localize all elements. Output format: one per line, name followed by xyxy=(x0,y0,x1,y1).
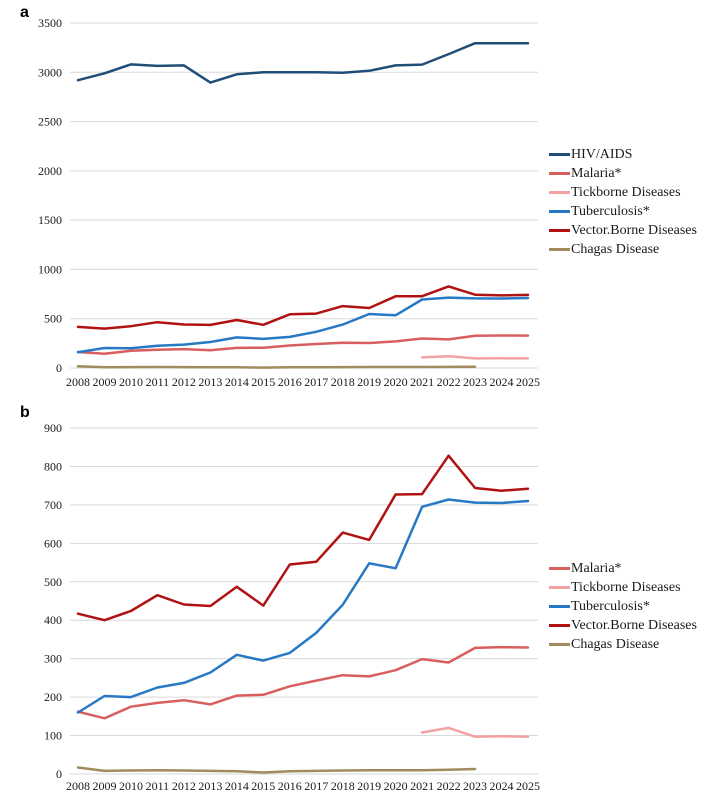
legend-item-chagas-disease xyxy=(549,635,697,654)
series-line-tuberculosis xyxy=(78,500,528,713)
panel-a-chart xyxy=(0,0,560,400)
x-tick-label: 2022 xyxy=(436,375,461,389)
x-tick-label: 2023 xyxy=(463,779,488,793)
series-line-hiv-aids xyxy=(78,43,528,82)
legend-item-hiv-aids xyxy=(549,145,697,164)
x-tick-label: 2009 xyxy=(92,375,117,389)
legend-label: Tickborne Diseases xyxy=(571,184,681,200)
y-tick-label: 2000 xyxy=(38,163,62,178)
legend-item-tuberculosis xyxy=(549,202,697,221)
y-tick-label: 0 xyxy=(56,361,62,375)
y-tick-label: 800 xyxy=(44,459,62,474)
legend-label: Vector.Borne Diseases xyxy=(571,617,697,633)
legend-label: Tickborne Diseases xyxy=(571,579,681,595)
x-tick-label: 2015 xyxy=(251,375,276,389)
series-line-swatch xyxy=(549,172,570,175)
series-line-vector-borne-diseases xyxy=(78,286,528,328)
x-tick-label: 2011 xyxy=(145,375,170,389)
x-tick-label: 2024 xyxy=(489,779,514,793)
y-tick-label: 500 xyxy=(44,311,62,326)
y-tick-label: 900 xyxy=(44,421,62,435)
y-tick-label: 700 xyxy=(44,497,62,512)
y-tick-label: 200 xyxy=(44,690,62,705)
x-tick-label: 2020 xyxy=(383,375,408,389)
x-tick-label: 2012 xyxy=(171,375,196,389)
series-line-malaria xyxy=(78,336,528,354)
legend-item-vector-borne-diseases xyxy=(549,616,697,635)
x-tick-label: 2017 xyxy=(304,375,329,389)
x-tick-label: 2023 xyxy=(463,375,488,389)
panel-b-chart xyxy=(0,400,560,797)
series-line-vector-borne-diseases xyxy=(78,456,528,621)
x-tick-label: 2016 xyxy=(277,375,302,389)
x-tick-label: 2016 xyxy=(277,779,302,793)
x-axis-labels xyxy=(66,779,540,793)
x-tick-label: 2011 xyxy=(145,779,170,793)
x-tick-label: 2008 xyxy=(66,375,90,389)
x-tick-label: 2019 xyxy=(357,375,382,389)
y-tick-label: 3500 xyxy=(38,16,62,30)
series-line-swatch xyxy=(549,643,570,646)
y-tick-label: 3000 xyxy=(38,65,62,80)
y-tick-label: 1000 xyxy=(38,262,62,277)
series-line-swatch xyxy=(549,586,570,589)
legend-item-tuberculosis xyxy=(549,597,697,616)
panel-a-letter: a xyxy=(20,4,29,21)
legend-label: Tuberculosis* xyxy=(571,203,650,219)
x-tick-label: 2015 xyxy=(251,779,276,793)
series-line-chagas-disease xyxy=(78,366,475,367)
x-tick-label: 2021 xyxy=(410,375,435,389)
y-tick-label: 100 xyxy=(44,728,62,743)
x-tick-label: 2010 xyxy=(118,779,143,793)
series-line-chagas-disease xyxy=(78,768,475,773)
x-tick-label: 2017 xyxy=(304,779,329,793)
panel-b xyxy=(0,400,712,797)
legend-item-malaria xyxy=(549,164,697,183)
legend-label: HIV/AIDS xyxy=(571,146,633,162)
x-tick-label: 2021 xyxy=(410,779,435,793)
y-tick-label: 600 xyxy=(44,536,62,551)
x-tick-label: 2019 xyxy=(357,779,382,793)
legend-item-vector-borne-diseases xyxy=(549,221,697,240)
x-tick-label: 2009 xyxy=(92,779,117,793)
series-line-swatch xyxy=(549,624,570,627)
x-tick-label: 2014 xyxy=(224,375,249,389)
series-line-swatch xyxy=(549,605,570,608)
y-tick-label: 500 xyxy=(44,574,62,589)
legend-label: Malaria* xyxy=(571,560,622,576)
panel-b-legend xyxy=(549,559,697,654)
legend-item-tickborne-diseases xyxy=(549,578,697,597)
x-tick-label: 2018 xyxy=(330,375,355,389)
y-tick-label: 2500 xyxy=(38,114,62,129)
series-line-swatch xyxy=(549,567,570,570)
legend-item-chagas-disease xyxy=(549,240,697,259)
x-tick-label: 2008 xyxy=(66,779,90,793)
x-tick-label: 2013 xyxy=(198,779,223,793)
series-line-malaria xyxy=(78,647,528,718)
x-axis-labels xyxy=(66,375,540,389)
legend-item-malaria xyxy=(549,559,697,578)
legend-label: Malaria* xyxy=(571,165,622,181)
series-line-swatch xyxy=(549,191,570,194)
gridlines xyxy=(70,23,538,368)
x-tick-label: 2025 xyxy=(516,375,540,389)
legend-label: Vector.Borne Diseases xyxy=(571,222,697,238)
x-tick-label: 2018 xyxy=(330,779,355,793)
x-tick-label: 2014 xyxy=(224,779,249,793)
x-tick-label: 2013 xyxy=(198,375,223,389)
series-line-swatch xyxy=(549,210,570,213)
series-line-tickborne-diseases xyxy=(422,356,528,358)
x-tick-label: 2025 xyxy=(516,779,540,793)
panel-a-legend xyxy=(549,145,697,259)
series-line-swatch xyxy=(549,229,570,232)
legend-label: Chagas Disease xyxy=(571,636,660,652)
series-line-swatch xyxy=(549,153,570,156)
x-tick-label: 2010 xyxy=(118,375,143,389)
panel-b-letter: b xyxy=(20,404,30,421)
y-tick-label: 400 xyxy=(44,613,62,628)
x-tick-label: 2022 xyxy=(436,779,461,793)
y-tick-label: 1500 xyxy=(38,213,62,228)
x-tick-label: 2012 xyxy=(171,779,196,793)
legend-label: Tuberculosis* xyxy=(571,598,650,614)
y-tick-label: 0 xyxy=(56,767,62,781)
x-tick-label: 2020 xyxy=(383,779,408,793)
legend-item-tickborne-diseases xyxy=(549,183,697,202)
series-line-swatch xyxy=(549,248,570,251)
x-tick-label: 2024 xyxy=(489,375,514,389)
y-tick-label: 300 xyxy=(44,651,62,666)
legend-label: Chagas Disease xyxy=(571,241,660,257)
y-axis-labels xyxy=(44,421,62,781)
y-axis-labels xyxy=(38,16,62,375)
